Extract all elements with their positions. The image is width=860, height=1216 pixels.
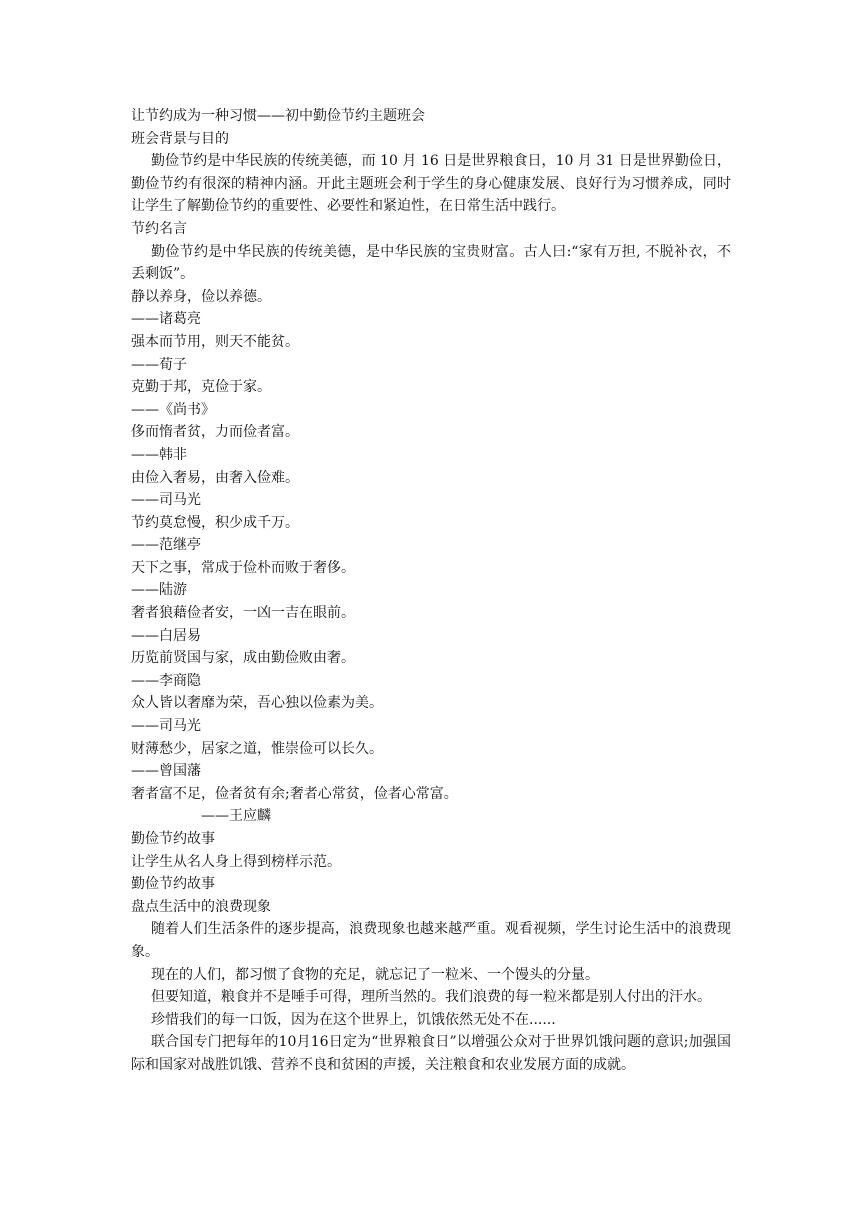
quote-text: 节约莫怠慢，积少成千万。 bbox=[131, 514, 299, 531]
quote-author: ——司马光 bbox=[131, 492, 201, 509]
waste-paragraph: 但要知道，粮食并不是唾手可得，理所当然的。我们浪费的每一粒米都是别人付出的汗水。 bbox=[151, 989, 711, 1006]
quote-author: ——白居易 bbox=[131, 627, 201, 644]
stories-line: 让学生从名人身上得到榜样示范。 bbox=[131, 853, 341, 870]
background-paragraph: 勤俭节约是中华民族的传统美德，而 10 月 16 日是世界粮食日，10 月 31 日是世界勤俭日，勤俭节约有很深的精神内涵。开此主题班会利于学生的身心健康发展、良好行为习惯养成，同时让学生了解勤俭节约的重要性、必要性和紧迫性，在日常生活中践行。 bbox=[131, 153, 731, 215]
document-page bbox=[131, 105, 731, 1077]
section-heading-waste: 盘点生活中的浪费现象 bbox=[131, 898, 271, 915]
waste-paragraph: 珍惜我们的每一口饭，因为在这个世界上，饥饿依然无处不在...... bbox=[151, 1011, 556, 1028]
quote-text: 众人皆以奢靡为荣，吾心独以俭素为美。 bbox=[131, 695, 383, 712]
quote-author: ——曾国藩 bbox=[131, 763, 201, 780]
quote-author: ——李商隐 bbox=[131, 672, 201, 689]
quote-text: 由俭入奢易，由奢入俭难。 bbox=[131, 469, 299, 486]
quotes-intro-paragraph: 勤俭节约是中华民族的传统美德，是中华民族的宝贵财富。古人曰:“家有万担, 不脱补衣，不丢剩饭”。 bbox=[131, 243, 731, 283]
quote-author: ——韩非 bbox=[131, 446, 187, 463]
waste-paragraph: 联合国专门把每年的10月16日定为“世界粮食日”以增强公众对于世界饥饿问题的意识;加强国际和国家对战胜饥饿、营养不良和贫困的声援，关注粮食和农业发展方面的成就。 bbox=[131, 1034, 731, 1073]
quote-author: ——陆游 bbox=[131, 582, 187, 599]
quote-author: ——王应麟 bbox=[201, 808, 271, 825]
section-heading-stories: 勤俭节约故事 bbox=[131, 831, 215, 847]
section-heading-quotes: 节约名言 bbox=[131, 220, 187, 237]
quote-author: ——司马光 bbox=[131, 718, 201, 735]
quote-text: 历览前贤国与家，成由勤俭败由奢。 bbox=[131, 650, 355, 667]
quote-text: 静以养身，俭以养德。 bbox=[131, 288, 271, 305]
quote-author: ——《尚书》 bbox=[131, 401, 215, 418]
section-heading-stories-2: 勤俭节约故事 bbox=[131, 876, 215, 893]
section-heading-background: 班会背景与目的 bbox=[131, 130, 229, 147]
quote-text: 侈而惰者贫，力而俭者富。 bbox=[131, 424, 299, 441]
quote-text: 奢者狼藉俭者安，一凶一吉在眼前。 bbox=[131, 605, 355, 622]
quote-author: ——诸葛亮 bbox=[131, 311, 201, 328]
quote-text: 奢者富不足，俭者贫有余;奢者心常贫，俭者心常富。 bbox=[131, 785, 458, 802]
waste-paragraph: 现在的人们，都习惯了食物的充足，就忘记了一粒米、一个馒头的分量。 bbox=[151, 966, 599, 983]
quote-author: ——荀子 bbox=[131, 356, 187, 373]
quote-text: 克勤于邦，克俭于家。 bbox=[131, 379, 271, 396]
quote-text: 财薄愁少，居家之道，惟崇俭可以长久。 bbox=[131, 740, 383, 757]
waste-paragraph: 随着人们生活条件的逐步提高，浪费现象也越来越严重。观看视频，学生讨论生活中的浪费现象。 bbox=[131, 921, 731, 960]
quote-text: 天下之事，常成于俭朴而败于奢侈。 bbox=[131, 559, 355, 576]
document-title: 让节约成为一种习惯——初中勤俭节约主题班会 bbox=[131, 108, 425, 124]
quote-text: 强本而节用，则天不能贫。 bbox=[131, 333, 299, 350]
quote-author: ——范继亭 bbox=[131, 537, 201, 554]
